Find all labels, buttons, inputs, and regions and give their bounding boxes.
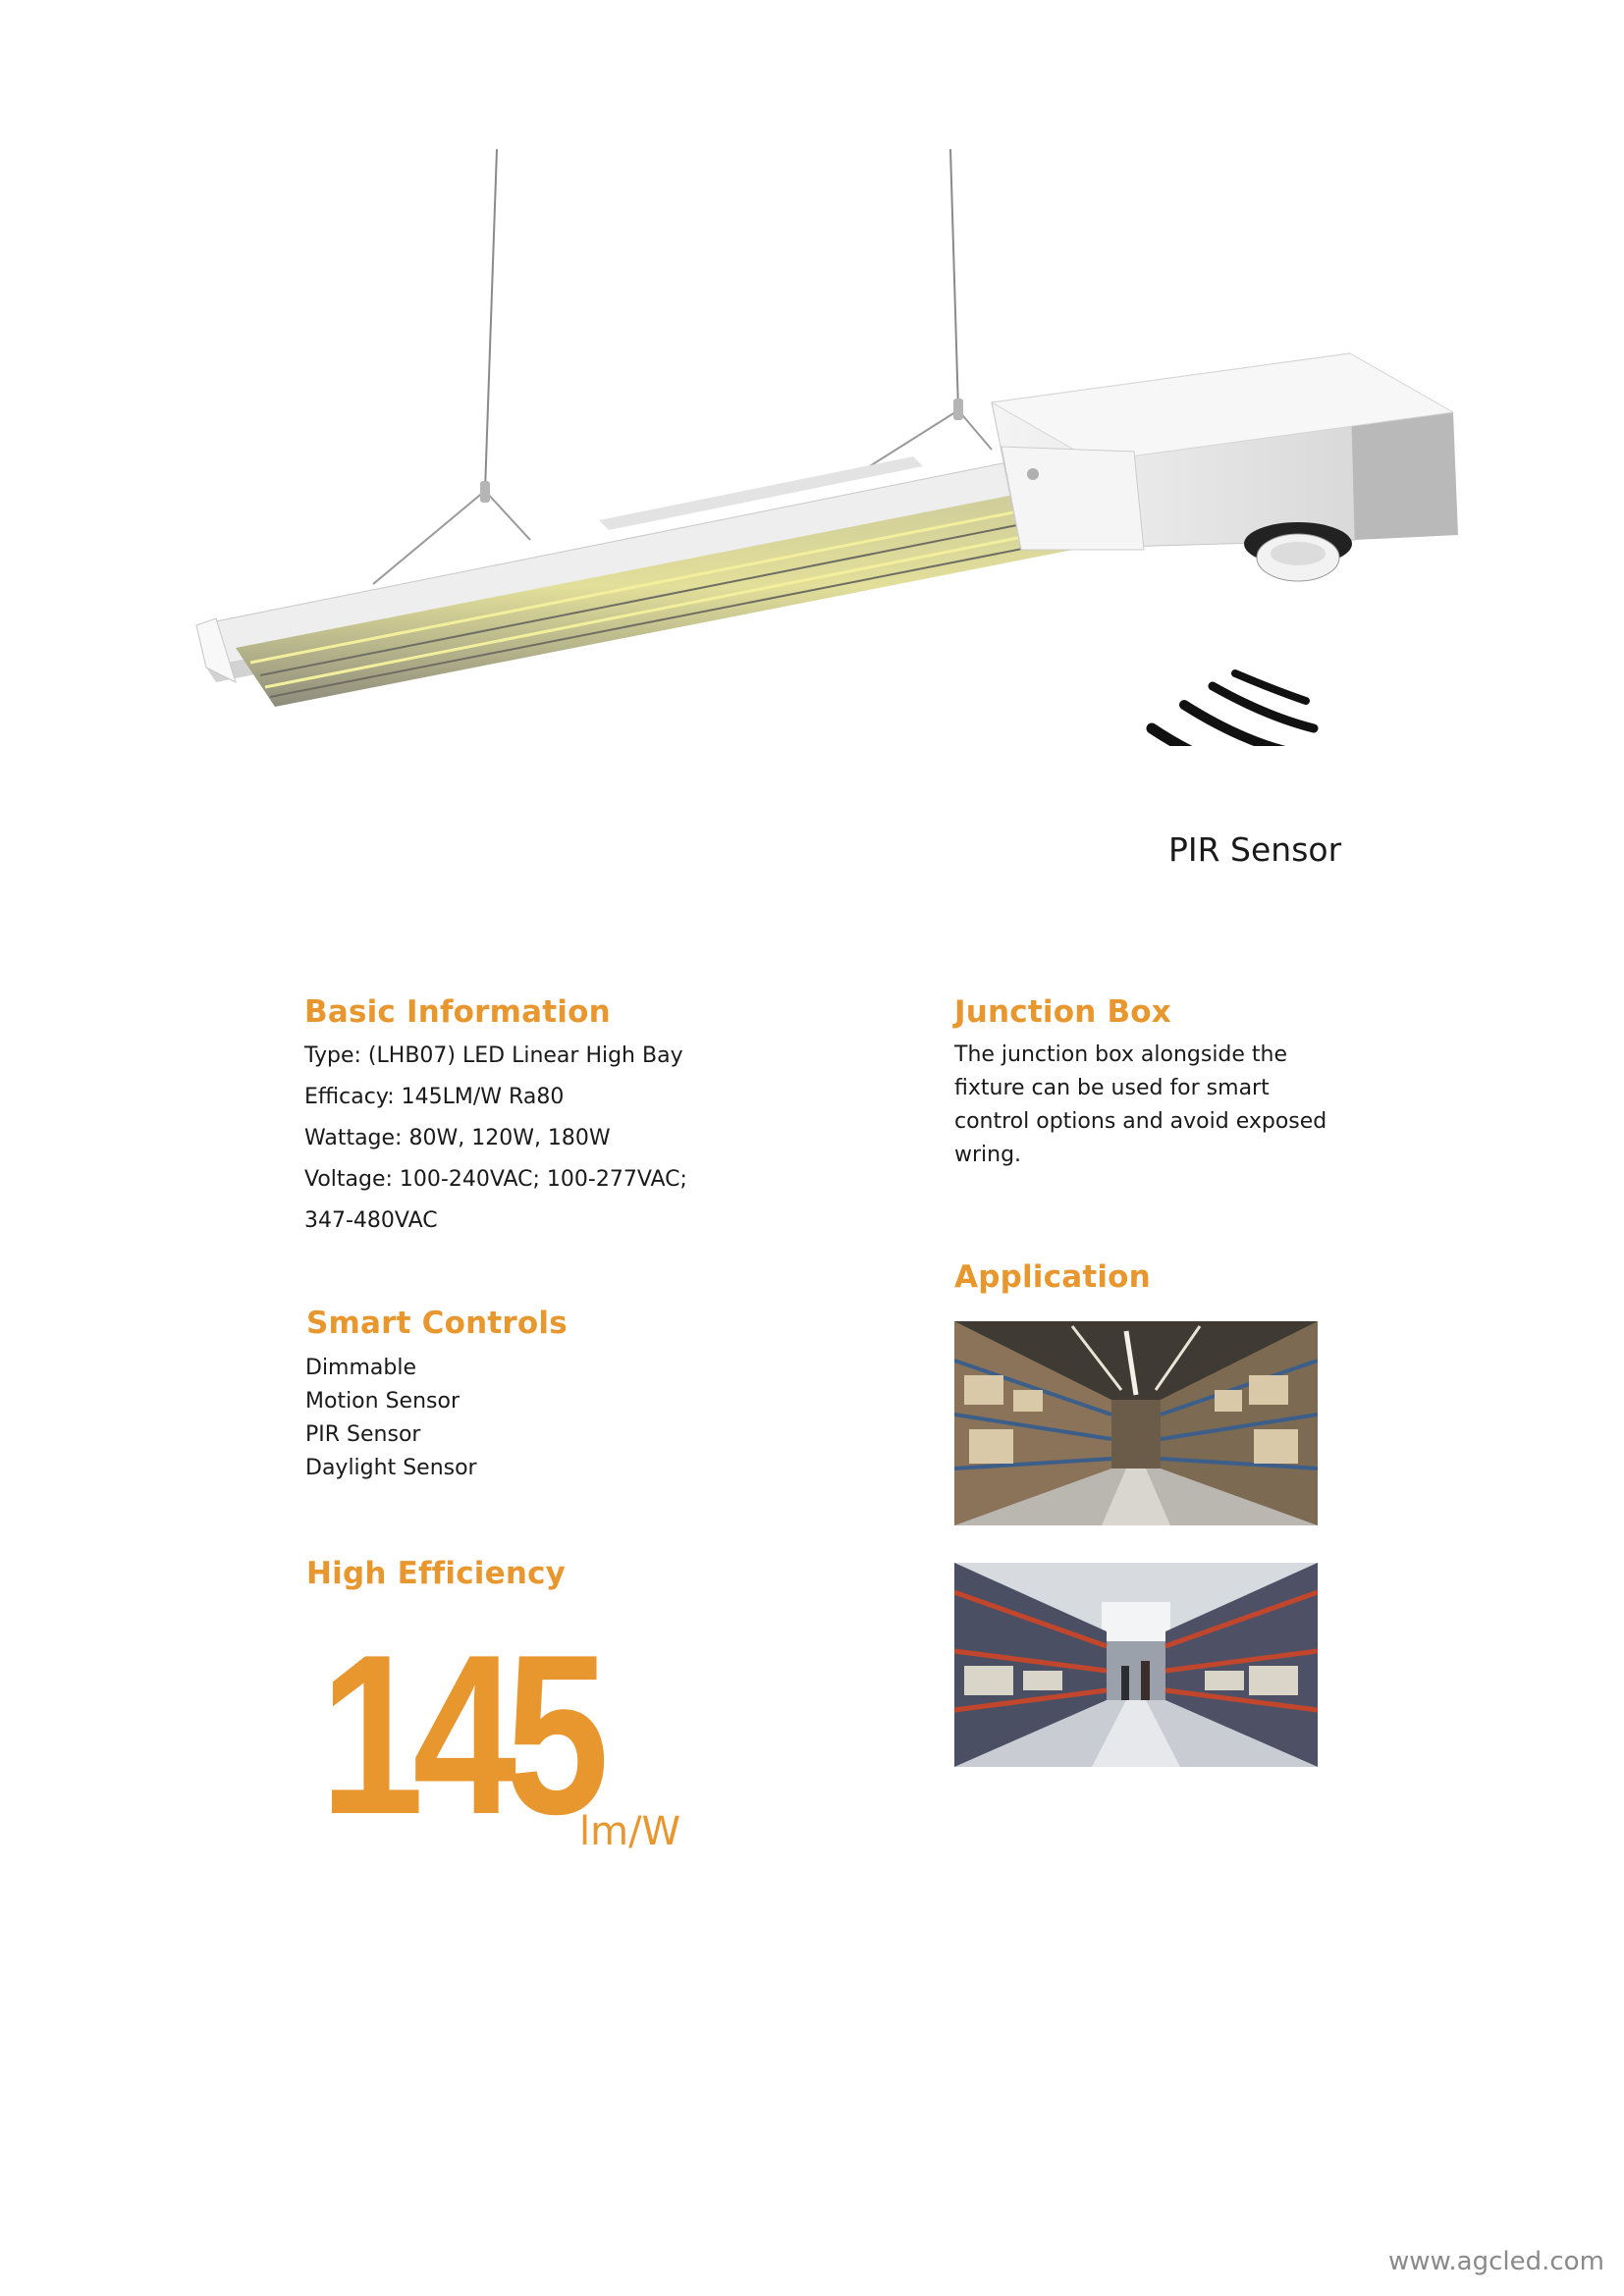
application-heading: Application [954,1259,1151,1295]
fixture-illustration [177,137,1473,746]
pir-sensor-label: PIR Sensor [1168,830,1342,869]
basic-information-heading: Basic Information [304,994,611,1030]
basic-info-voltage-cont: 347-480VAC [304,1208,438,1233]
basic-information-list [304,1036,687,1242]
junction-box-line: control options and avoid exposed [954,1109,1327,1134]
basic-info-efficacy: Efficacy: 145LM/W Ra80 [304,1085,565,1109]
smart-controls-list [305,1352,477,1485]
basic-info-type: Type: (LHB07) LED Linear High Bay [304,1043,683,1068]
basic-info-wattage: Wattage: 80W, 120W, 180W [304,1126,611,1150]
application-photo-store [954,1563,1318,1767]
efficiency-value: 145 [320,1608,598,1862]
junction-box-text [954,1039,1326,1172]
smart-control-item: PIR Sensor [305,1422,421,1447]
pir-sensor-icon [1152,673,1327,746]
cable-left [485,149,497,491]
basic-info-voltage: Voltage: 100-240VAC; 100-277VAC; [304,1167,687,1192]
smart-control-item: Dimmable [305,1356,417,1380]
junction-box-heading: Junction Box [954,994,1171,1030]
high-efficiency-heading: High Efficiency [306,1556,567,1591]
junction-box-line: wring. [954,1143,1022,1167]
smart-controls-heading: Smart Controls [306,1306,568,1341]
footer-url[interactable]: www.agcled.com [1388,2247,1604,2276]
smart-control-item: Daylight Sensor [305,1456,477,1480]
smart-control-item: Motion Sensor [305,1389,460,1414]
efficiency-unit: lm/W [579,1809,681,1854]
junction-box-line: The junction box alongside the [954,1042,1288,1067]
cable-right [950,149,958,410]
junction-box-line: fixture can be used for smart [954,1076,1270,1100]
application-photo-warehouse [954,1321,1318,1525]
